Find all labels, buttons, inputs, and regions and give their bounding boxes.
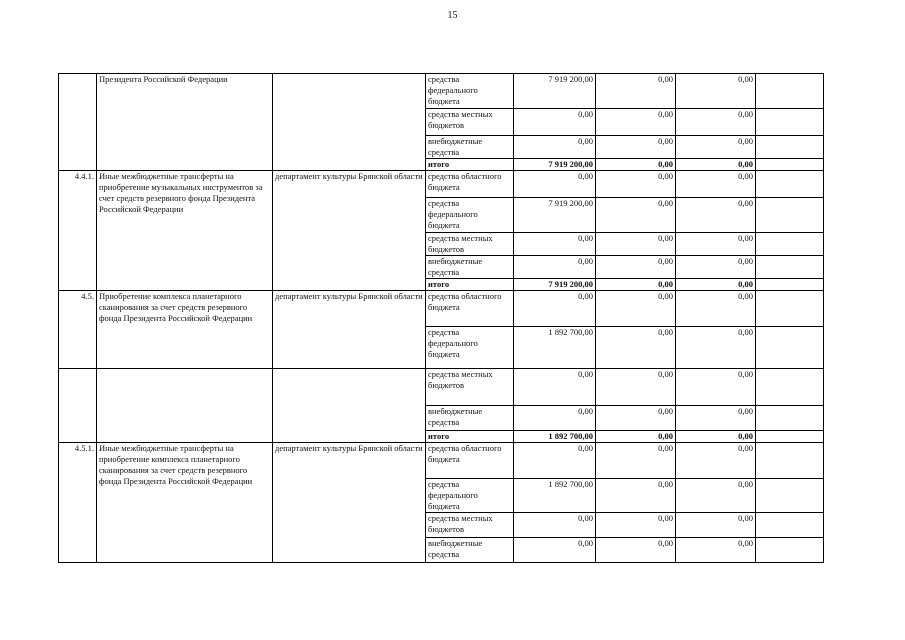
row-source: средства местных бюджетов xyxy=(426,109,514,136)
row-source: итого xyxy=(426,159,514,171)
row-value: 0,00 xyxy=(676,233,756,256)
row-value: 0,00 xyxy=(676,406,756,431)
row-source: средства местных бюджетов xyxy=(426,513,514,538)
row-value: 0,00 xyxy=(676,431,756,443)
table-row xyxy=(59,369,824,406)
row-value: 0,00 xyxy=(596,431,676,443)
row-value: 7 919 200,00 xyxy=(514,159,596,171)
row-value: 0,00 xyxy=(596,74,676,109)
row-value xyxy=(756,369,824,406)
row-value: 0,00 xyxy=(514,136,596,159)
row-value: 0,00 xyxy=(596,406,676,431)
table-row xyxy=(59,443,824,479)
row-value xyxy=(756,159,824,171)
row-code: 4.5.1. xyxy=(59,443,97,563)
row-value: 1 892 700,00 xyxy=(514,431,596,443)
table-row xyxy=(59,291,824,327)
row-code: 4.4.1. xyxy=(59,171,97,291)
row-value xyxy=(756,291,824,327)
row-value: 0,00 xyxy=(514,406,596,431)
row-value: 0,00 xyxy=(676,109,756,136)
row-value: 0,00 xyxy=(596,171,676,198)
row-value xyxy=(756,431,824,443)
row-name xyxy=(97,369,273,443)
row-source: средства федерального бюджета xyxy=(426,479,514,513)
row-value: 0,00 xyxy=(514,109,596,136)
row-value: 0,00 xyxy=(676,136,756,159)
row-source: внебюджетные средства xyxy=(426,136,514,159)
row-value xyxy=(756,74,824,109)
row-value: 0,00 xyxy=(514,443,596,479)
row-value: 0,00 xyxy=(514,233,596,256)
row-value: 0,00 xyxy=(596,198,676,233)
row-value: 0,00 xyxy=(676,513,756,538)
row-name: Иные межбюджетные трансферты на приобретение комплекса планетарного сканирования за счет средств резервного фонда Президента Российской Федерации xyxy=(97,443,273,563)
row-value: 0,00 xyxy=(514,538,596,563)
row-value xyxy=(756,136,824,159)
row-value: 0,00 xyxy=(596,233,676,256)
row-source: внебюджетные средства xyxy=(426,406,514,431)
row-value: 0,00 xyxy=(676,327,756,369)
row-value xyxy=(756,406,824,431)
row-value: 0,00 xyxy=(676,74,756,109)
row-value: 0,00 xyxy=(596,291,676,327)
row-value: 0,00 xyxy=(596,256,676,279)
row-value: 0,00 xyxy=(676,256,756,279)
row-source: средства областного бюджета xyxy=(426,291,514,327)
row-value xyxy=(756,233,824,256)
row-value: 0,00 xyxy=(596,327,676,369)
row-source: итого xyxy=(426,431,514,443)
table-row xyxy=(59,74,824,109)
row-source: средства областного бюджета xyxy=(426,171,514,198)
row-executor xyxy=(273,369,426,443)
row-source: средства федерального бюджета xyxy=(426,198,514,233)
row-value: 7 919 200,00 xyxy=(514,198,596,233)
row-source: средства областного бюджета xyxy=(426,443,514,479)
row-value: 0,00 xyxy=(596,109,676,136)
row-value: 0,00 xyxy=(676,369,756,406)
row-value: 0,00 xyxy=(676,538,756,563)
row-value xyxy=(756,443,824,479)
row-value: 0,00 xyxy=(676,443,756,479)
row-value: 1 892 700,00 xyxy=(514,327,596,369)
row-value xyxy=(756,109,824,136)
row-source: средства федерального бюджета xyxy=(426,74,514,109)
row-value: 0,00 xyxy=(596,279,676,291)
row-value xyxy=(756,327,824,369)
row-value xyxy=(756,256,824,279)
row-value: 0,00 xyxy=(514,513,596,538)
row-value: 0,00 xyxy=(676,198,756,233)
row-value: 0,00 xyxy=(676,171,756,198)
row-code xyxy=(59,74,97,171)
row-executor: департамент культуры Брянской области xyxy=(273,291,426,369)
row-name: Президента Российской Федерации xyxy=(97,74,273,171)
row-executor xyxy=(273,74,426,171)
row-value: 0,00 xyxy=(676,479,756,513)
row-source: средства местных бюджетов xyxy=(426,233,514,256)
row-value: 0,00 xyxy=(596,159,676,171)
row-executor: департамент культуры Брянской области xyxy=(273,443,426,563)
row-code xyxy=(59,369,97,443)
row-value: 0,00 xyxy=(676,279,756,291)
row-value: 0,00 xyxy=(676,159,756,171)
row-name: Приобретение комплекса планетарного сканирования за счет средств резервного фонда Президента Российской Федерации xyxy=(97,291,273,369)
row-value: 0,00 xyxy=(596,136,676,159)
row-value: 0,00 xyxy=(514,369,596,406)
row-value: 0,00 xyxy=(514,256,596,279)
row-source: средства местных бюджетов xyxy=(426,369,514,406)
table-row xyxy=(59,171,824,198)
row-value: 0,00 xyxy=(596,369,676,406)
row-value: 0,00 xyxy=(596,538,676,563)
row-code: 4.5. xyxy=(59,291,97,369)
row-value: 0,00 xyxy=(514,291,596,327)
row-value xyxy=(756,479,824,513)
row-source: внебюджетные средства xyxy=(426,538,514,563)
row-name: Иные межбюджетные трансферты на приобретение музыкальных инструментов за счет средств резервного фонда Президента Российской Федерации xyxy=(97,171,273,291)
row-value xyxy=(756,513,824,538)
row-value xyxy=(756,538,824,563)
row-value: 1 892 700,00 xyxy=(514,479,596,513)
row-value xyxy=(756,198,824,233)
row-value: 0,00 xyxy=(596,479,676,513)
row-value: 0,00 xyxy=(596,513,676,538)
row-value: 0,00 xyxy=(514,171,596,198)
row-executor: департамент культуры Брянской области xyxy=(273,171,426,291)
row-value: 0,00 xyxy=(676,291,756,327)
row-value: 0,00 xyxy=(596,443,676,479)
page-number: 15 xyxy=(447,10,458,21)
row-source: средства федерального бюджета xyxy=(426,327,514,369)
row-value: 7 919 200,00 xyxy=(514,74,596,109)
row-source: итого xyxy=(426,279,514,291)
row-value xyxy=(756,171,824,198)
row-source: внебюджетные средства xyxy=(426,256,514,279)
budget-table xyxy=(58,73,824,563)
row-value xyxy=(756,279,824,291)
row-value: 7 919 200,00 xyxy=(514,279,596,291)
